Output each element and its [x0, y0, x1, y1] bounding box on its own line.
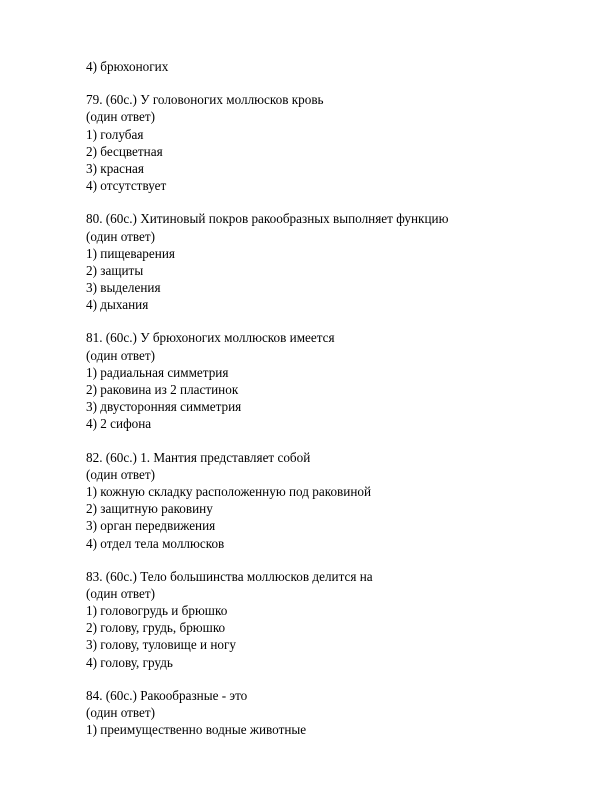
spacer	[86, 433, 586, 449]
answer-option: 4) дыхания	[86, 297, 149, 313]
answer-option: 1) голубая	[86, 126, 144, 142]
question-hint: (один ответ)	[86, 705, 156, 720]
answer-option: 1) преимущественно водные животные	[86, 722, 307, 738]
question-80	[86, 210, 586, 313]
answer-option: 2) голову, грудь, брюшко	[86, 620, 226, 636]
previous-answer-tail: 4) брюхоногих	[86, 59, 169, 74]
question-82	[86, 449, 586, 552]
answer-option: 4) отсутствует	[86, 178, 167, 194]
answer-option: 4) голову, грудь	[86, 654, 173, 670]
question-hint: (один ответ)	[86, 585, 156, 601]
answer-option: 1) кожную складку расположенную под раковиной	[86, 483, 372, 499]
answer-option: 2) защиты	[86, 262, 144, 278]
question-83	[86, 568, 586, 671]
question-79	[86, 91, 586, 194]
answer-option: 4) 2 сифона	[86, 416, 152, 432]
spacer	[86, 671, 586, 687]
question-title: 79. (60с.) У головоногих моллюсков кровь	[86, 92, 324, 108]
question-hint: (один ответ)	[86, 109, 156, 125]
question-hint: (один ответ)	[86, 466, 156, 482]
spacer	[86, 194, 586, 210]
question-title: 84. (60с.) Ракообразные - это	[86, 687, 248, 703]
answer-option: 1) пищеварения	[86, 245, 175, 261]
question-hint: (один ответ)	[86, 347, 156, 363]
answer-option: 2) бесцветная	[86, 143, 163, 159]
answer-option: 2) защитную раковину	[86, 501, 213, 517]
question-81	[86, 329, 586, 432]
answer-option: 3) выделения	[86, 280, 161, 296]
spacer	[86, 552, 586, 568]
question-title: 81. (60с.) У брюхоногих моллюсков имеется	[86, 330, 335, 346]
answer-option: 3) голову, туловище и ногу	[86, 637, 236, 653]
question-hint: (один ответ)	[86, 228, 156, 244]
answer-option: 1) радиальная симметрия	[86, 364, 229, 380]
answer-option: 3) двусторонняя симметрия	[86, 399, 242, 415]
answer-option: 4) отдел тела моллюсков	[86, 535, 225, 551]
answer-option: 3) красная	[86, 160, 144, 176]
question-84	[86, 687, 586, 739]
answer-option: 2) раковина из 2 пластинок	[86, 382, 239, 397]
question-title: 83. (60с.) Тело большинства моллюсков делится на	[86, 568, 373, 584]
question-title: 80. (60с.) Хитиновый покров ракообразных выполняет функцию	[86, 211, 449, 227]
question-title: 82. (60с.) 1. Мантия представляет собой	[86, 449, 311, 465]
answer-option: 3) орган передвижения	[86, 518, 216, 534]
spacer	[86, 75, 586, 91]
answer-option: 1) головогрудь и брюшко	[86, 603, 228, 619]
spacer	[86, 313, 586, 329]
document-page	[86, 58, 586, 738]
